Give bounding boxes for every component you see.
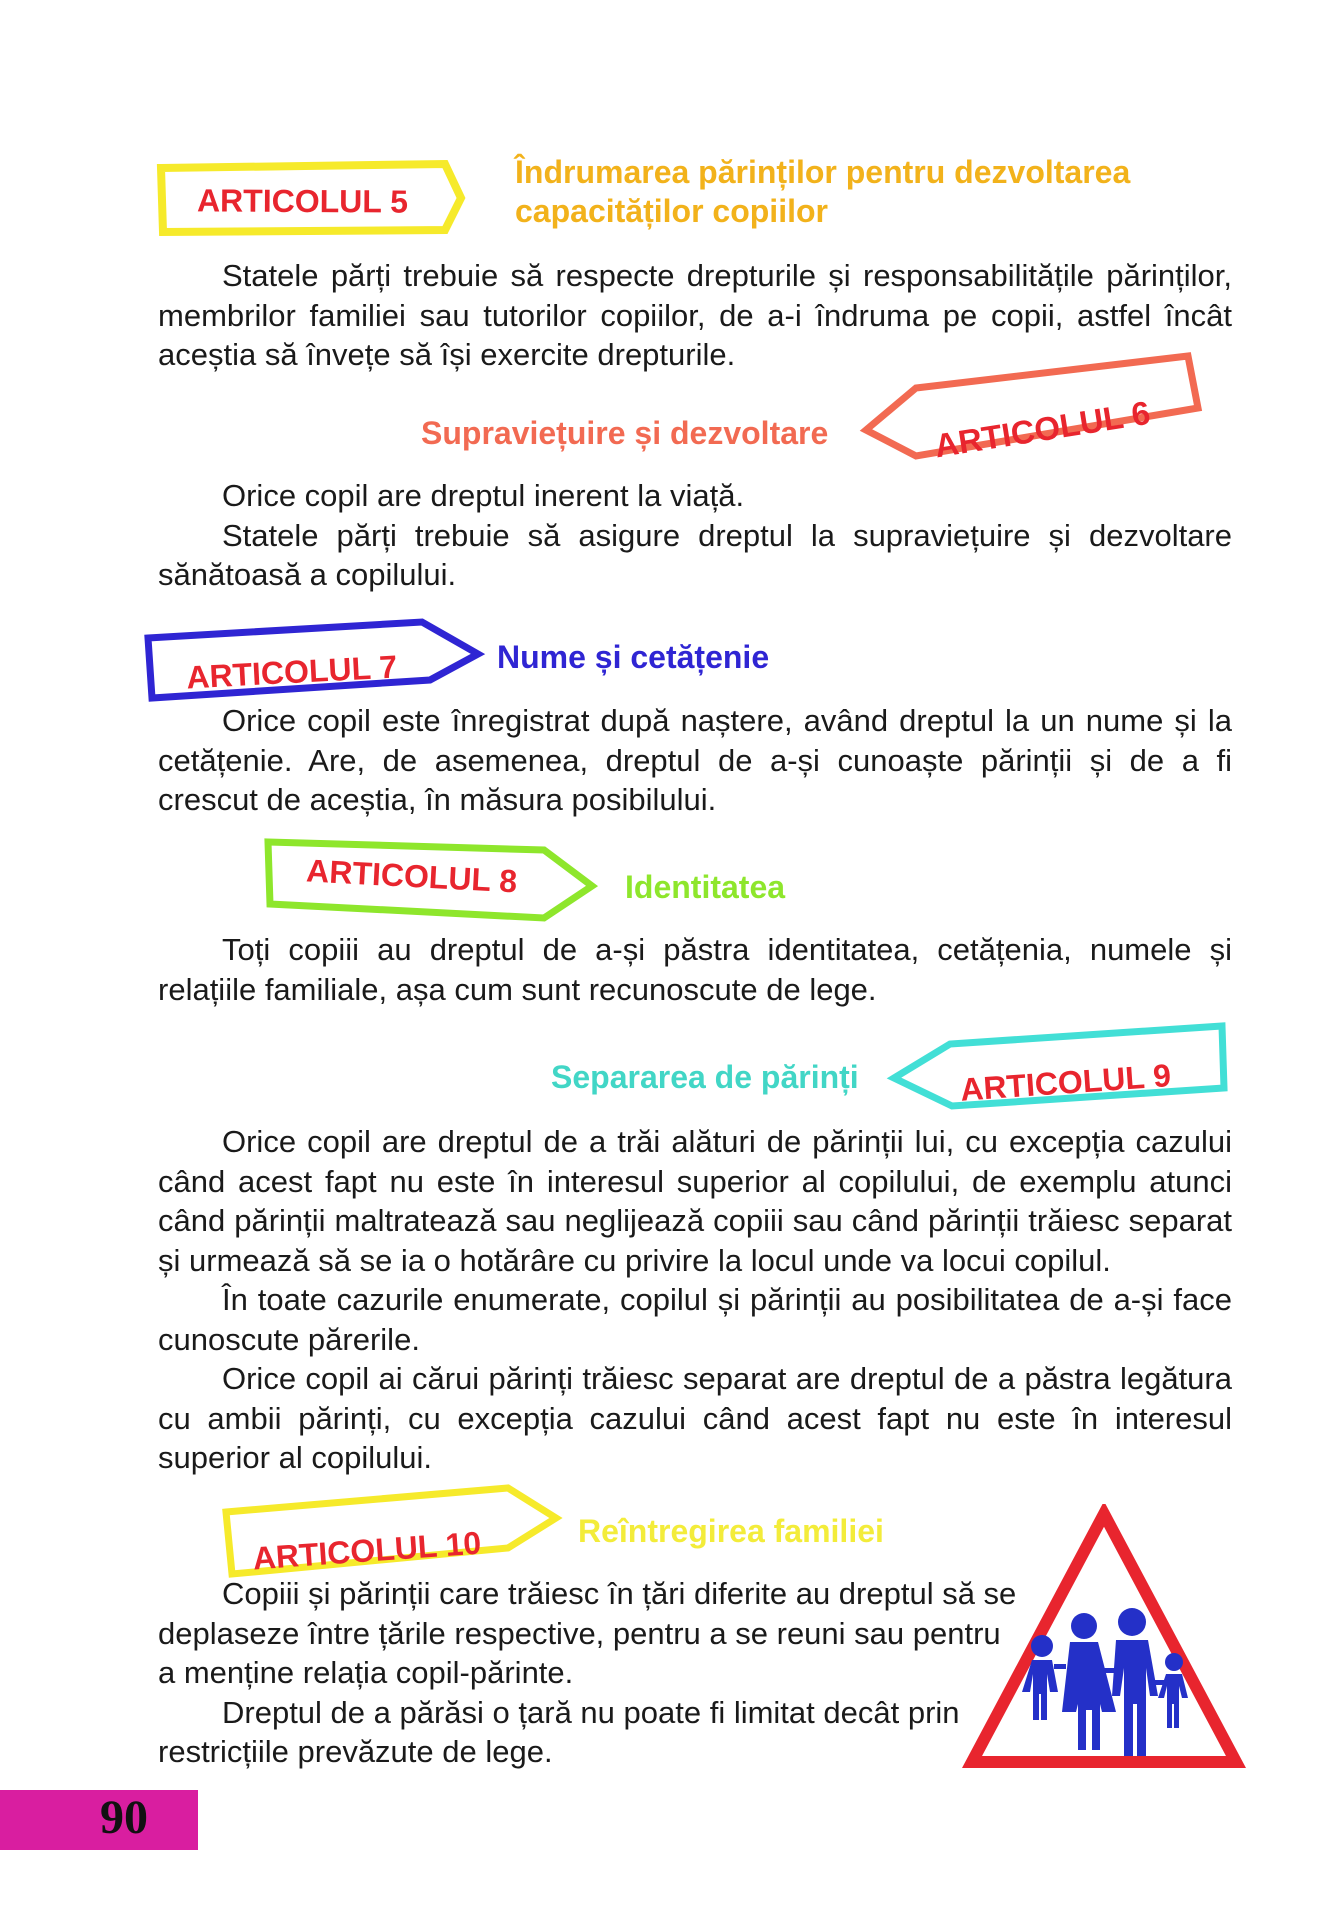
article-9-paragraph-3: Orice copil ai cărui părinți trăiesc separat are dreptul de a păstra legătura cu ambii părinți, cu excepția cazului când acest fapt nu este în interesul superior al copilului. bbox=[158, 1361, 1232, 1475]
article-6-paragraph-2: Statele părți trebuie să asigure dreptul la supraviețuire și dezvoltare sănătoasă a copilului. bbox=[158, 517, 1232, 592]
article-5-badge bbox=[155, 160, 465, 236]
article-8-paragraph-1: Toți copiii au dreptul de a-și păstra identitatea, cetățenia, numele și relațiile familiale, așa cum sunt recunoscute de lege. bbox=[158, 932, 1232, 1007]
article-9-paragraph-1: Orice copil are dreptul de a trăi alături de părinții lui, cu excepția cazului când acest fapt nu este în interesul superior al copilului, de exemplu atunci când părinții maltratează sau neglijează copiii sau când părinții trăiesc separat și urmează să se ia o hotărâre cu privire la locul unde va locui copilul. bbox=[158, 1124, 1232, 1278]
article-6-paragraph-1: Orice copil are dreptul inerent la viață. bbox=[222, 478, 745, 513]
page-number: 90 bbox=[100, 1791, 148, 1844]
article-10-title: Reîntregirea familiei bbox=[578, 1513, 884, 1549]
article-9-paragraph-2: În toate cazurile enumerate, copilul și părinții au posibilitatea de a-și face cunoscute părerile. bbox=[158, 1282, 1232, 1357]
article-6-text bbox=[158, 476, 1232, 595]
article-10-text bbox=[158, 1574, 1018, 1772]
article-7-title: Nume și cetățenie bbox=[497, 639, 770, 675]
article-8-title: Identitatea bbox=[625, 869, 786, 905]
article-5-title-line-1: Îndrumarea părinților pentru dezvoltarea bbox=[515, 154, 1131, 190]
article-10-paragraph-2: Dreptul de a părăsi o țară nu poate fi limitat decât prin restricțiile prevăzute de lege. bbox=[158, 1694, 960, 1769]
article-8-text bbox=[158, 930, 1232, 1009]
article-5-badge-label: ARTICOLUL 5 bbox=[196, 182, 409, 220]
article-7-paragraph-1: Orice copil este înregistrat după naștere, având dreptul la un nume și la cetățenie. Are, de asemenea, dreptul de a-și cunoaște părinții și de a fi crescut de aceștia, în măsura posibilului. bbox=[158, 703, 1232, 817]
article-7-badge-label: ARTICOLUL 7 bbox=[185, 648, 399, 696]
article-5-paragraph-1: Statele părți trebuie să respecte drepturile și responsabilitățile părinților, membrilor familiei sau tutorilor copiilor, de a-i îndruma pe copii, astfel încât aceștia să învețe să își exercite drepturile. bbox=[158, 258, 1232, 372]
article-8-badge-label: ARTICOLUL 8 bbox=[305, 852, 519, 900]
family-warning-sign-icon bbox=[962, 1504, 1246, 1774]
article-10-badge bbox=[218, 1482, 564, 1582]
article-5-title bbox=[515, 153, 1130, 231]
article-9-badge-label: ARTICOLUL 9 bbox=[959, 1057, 1173, 1108]
article-6-badge bbox=[858, 348, 1204, 465]
article-9-title: Separarea de părinți bbox=[551, 1059, 859, 1095]
article-9-badge bbox=[886, 1020, 1230, 1114]
article-9-text bbox=[158, 1122, 1232, 1478]
article-7-text bbox=[158, 701, 1232, 820]
article-8-badge bbox=[262, 836, 608, 926]
article-7-badge bbox=[140, 616, 486, 706]
article-10-badge-label: ARTICOLUL 10 bbox=[251, 1524, 483, 1577]
article-10-paragraph-1: Copiii și părinții care trăiesc în țări diferite au dreptul să se deplaseze între țările respective, pentru a se reuni sau pentru a menține relația copil-părinte. bbox=[158, 1576, 1017, 1690]
article-6-badge-label: ARTICOLUL 6 bbox=[931, 393, 1153, 465]
article-6-title: Supraviețuire și dezvoltare bbox=[421, 415, 829, 451]
article-5-title-line-2: capacităților copiilor bbox=[515, 193, 828, 229]
